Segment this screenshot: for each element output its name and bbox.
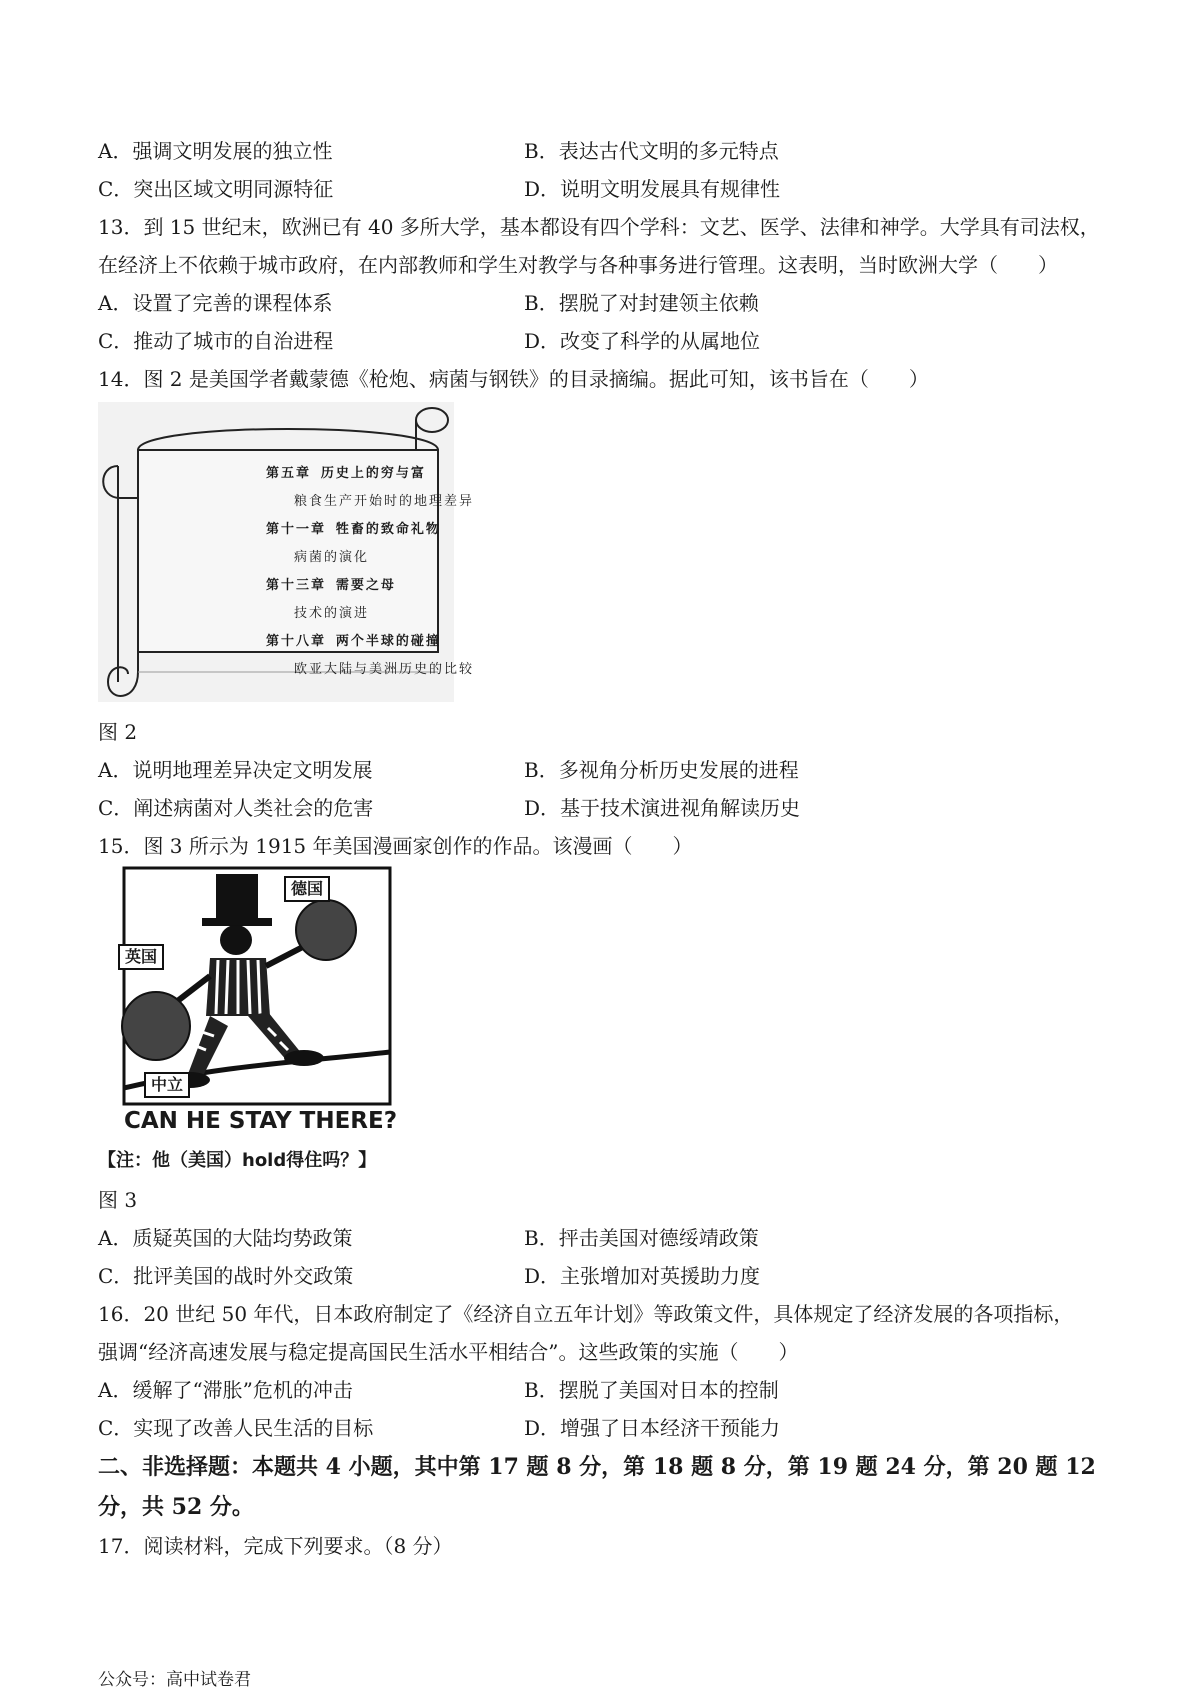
cartoon-label-germany: 德国 (284, 876, 330, 902)
q12-option-b: B．表达古代文明的多元特点 (524, 139, 779, 163)
toc-chapter-5-subtitle: 粮食生产开始时的地理差异 (294, 494, 475, 509)
cartoon-drawing (98, 866, 418, 1106)
cartoon-label-britain: 英国 (118, 944, 164, 970)
q15-option-c: C．批评美国的战时外交政策 (98, 1264, 354, 1288)
q13-option-a: A．设置了完善的课程体系 (98, 291, 333, 315)
q12-option-a: A．强调文明发展的独立性 (98, 139, 333, 163)
q16-option-b: B．摆脱了美国对日本的控制 (524, 1378, 779, 1402)
q13-stem-line2: 在经济上不依赖于城市政府，在内部教师和学生对教学与各种事务进行管理。这表明，当时欧洲大学（ ） (98, 253, 1058, 277)
q13-stem-line1: 13．到 15 世纪末，欧洲已有 40 多所大学，基本都设有四个学科：文艺、医学、法律和神学。大学具有司法权， (98, 215, 1100, 239)
scroll-drawing (98, 402, 454, 702)
q15-option-a: A．质疑英国的大陆均势政策 (98, 1226, 353, 1250)
page-footer: 公众号：高中试卷君 (98, 1670, 251, 1690)
q15-option-d: D．主张增加对英援助力度 (524, 1264, 761, 1288)
q14-stem: 14．图 2 是美国学者戴蒙德《枪炮、病菌与钢铁》的目录摘编。据此可知，该书旨在（ ） (98, 367, 929, 391)
toc-chapter-5: 第五章 历史上的穷与富 (266, 466, 426, 481)
q17-stem: 17．阅读材料，完成下列要求。（8 分） (98, 1534, 453, 1558)
q15-option-b: B．抨击美国对德绥靖政策 (524, 1226, 759, 1250)
figure-3-cartoon (98, 866, 418, 1178)
cartoon-label-neutral: 中立 (144, 1072, 190, 1098)
q13-option-d: D．改变了科学的从属地位 (524, 329, 761, 353)
q13-option-b: B．摆脱了对封建领主依赖 (524, 291, 759, 315)
section-2-heading-line1: 二、非选择题：本题共 4 小题，其中第 17 题 8 分，第 18 题 8 分，第 19 题 24 分，第 20 题 12 (98, 1454, 1096, 1480)
section-2-heading-line2: 分，共 52 分。 (98, 1494, 254, 1520)
toc-chapter-13-subtitle: 技术的演进 (294, 606, 370, 621)
toc-chapter-18: 第十八章 两个半球的碰撞 (266, 634, 441, 649)
q15-stem: 15．图 3 所示为 1915 年美国漫画家创作的作品。该漫画（ ） (98, 834, 693, 858)
q16-stem-line1: 16．20 世纪 50 年代，日本政府制定了《经济自立五年计划》等政策文件，具体规定了经济发展的各项指标， (98, 1302, 1074, 1326)
q14-option-b: B．多视角分析历史发展的进程 (524, 758, 799, 782)
cartoon-title: CAN HE STAY THERE? (124, 1108, 398, 1134)
q12-option-c: C．突出区域文明同源特征 (98, 177, 334, 201)
q12-option-d: D．说明文明发展具有规律性 (524, 177, 781, 201)
toc-chapter-11-subtitle: 病菌的演化 (294, 550, 370, 565)
figure-3-caption: 图 3 (98, 1188, 138, 1212)
q14-option-d: D．基于技术演进视角解读历史 (524, 796, 801, 820)
q13-option-c: C．推动了城市的自治进程 (98, 329, 334, 353)
q16-option-a: A．缓解了“滞胀”危机的冲击 (98, 1378, 353, 1402)
figure-2-scroll (98, 402, 475, 702)
cartoon-note: 【注：他（美国）hold得住吗？】 (98, 1150, 377, 1171)
toc-chapter-18-subtitle: 欧亚大陆与美洲历史的比较 (294, 662, 475, 677)
q16-stem-line2: 强调“经济高速发展与稳定提高国民生活水平相结合”。这些政策的实施（ ） (98, 1340, 799, 1364)
q14-option-a: A．说明地理差异决定文明发展 (98, 758, 373, 782)
toc-chapter-11: 第十一章 牲畜的致命礼物 (266, 522, 441, 537)
figure-2-caption: 图 2 (98, 720, 138, 744)
toc-chapter-13: 第十三章 需要之母 (266, 578, 396, 593)
q16-option-d: D．增强了日本经济干预能力 (524, 1416, 781, 1440)
q14-option-c: C．阐述病菌对人类社会的危害 (98, 796, 374, 820)
q16-option-c: C．实现了改善人民生活的目标 (98, 1416, 374, 1440)
